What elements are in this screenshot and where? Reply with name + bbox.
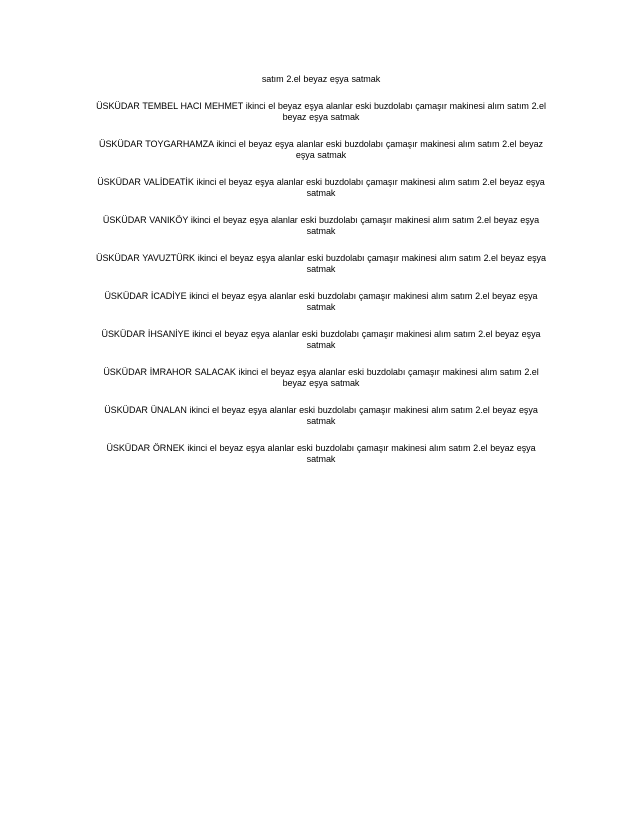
paragraph: ÜSKÜDAR TOYGARHAMZA ikinci el beyaz eşya alanlar eski buzdolabı çamaşır makinesi alım satım 2.el beyaz eşya satmak [99, 138, 543, 160]
paragraph: ÜSKÜDAR YAVUZTÜRK ikinci el beyaz eşya alanlar eski buzdolabı çamaşır makinesi alım satım 2.el beyaz eşya satmak [96, 252, 546, 274]
paragraph: ÜSKÜDAR VALİDEATİK ikinci el beyaz eşya alanlar eski buzdolabı çamaşır makinesi alım satım 2.el beyaz eşya satmak [97, 176, 545, 198]
paragraph: ÜSKÜDAR VANIKÖY ikinci el beyaz eşya alanlar eski buzdolabı çamaşır makinesi alım satım 2.el beyaz eşya satmak [102, 214, 540, 236]
paragraph: ÜSKÜDAR İMRAHOR SALACAK ikinci el beyaz eşya alanlar eski buzdolabı çamaşır makinesi alım satım 2.el beyaz eşya satmak [103, 366, 539, 388]
paragraph: ÜSKÜDAR ÖRNEK ikinci el beyaz eşya alanlar eski buzdolabı çamaşır makinesi alım satım 2.el beyaz eşya satmak [106, 442, 536, 464]
paragraph: ÜSKÜDAR İHSANİYE ikinci el beyaz eşya alanlar eski buzdolabı çamaşır makinesi alım satım 2.el beyaz eşya satmak [101, 328, 541, 350]
document-page [92, 74, 550, 481]
paragraph: ÜSKÜDAR TEMBEL HACI MEHMET ikinci el beyaz eşya alanlar eski buzdolabı çamaşır makinesi alım satım 2.el beyaz eşya satmak [96, 100, 546, 122]
paragraph: satım 2.el beyaz eşya satmak [261, 74, 381, 84]
paragraph: ÜSKÜDAR İCADİYE ikinci el beyaz eşya alanlar eski buzdolabı çamaşır makinesi alım satım 2.el beyaz eşya satmak [104, 290, 538, 312]
paragraph: ÜSKÜDAR ÜNALAN ikinci el beyaz eşya alanlar eski buzdolabı çamaşır makinesi alım satım 2.el beyaz eşya satmak [104, 404, 538, 426]
